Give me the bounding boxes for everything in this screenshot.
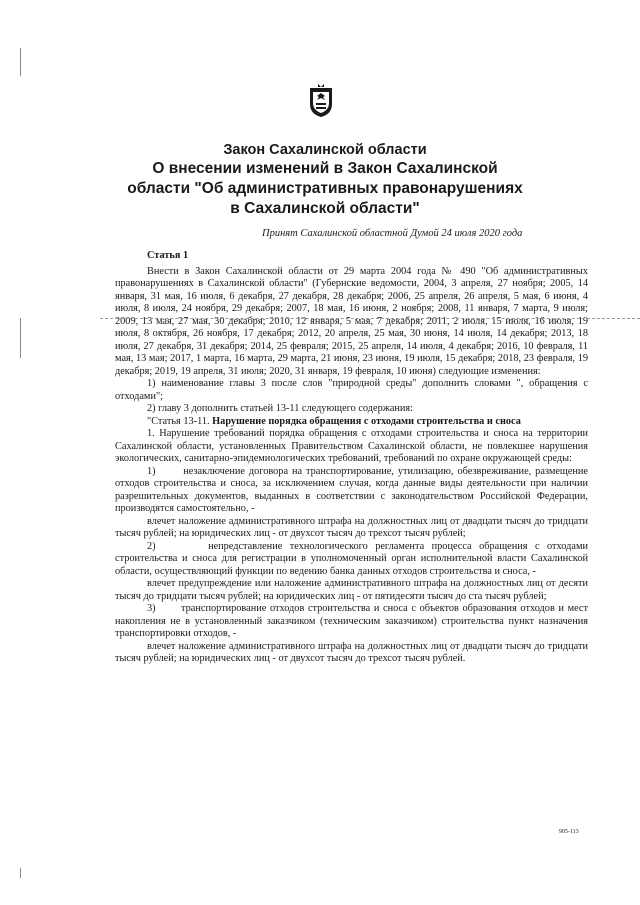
new-article-prefix: "Статья 13-11.	[147, 415, 213, 427]
scan-edge-mark	[20, 868, 21, 878]
document-body	[115, 250, 588, 666]
list-item-3: 3) транспортирование отходов строительства и сноса с объектов образования отходов и мест накопления не в установленный заказчиком (техническим заказчиком) строительства пункт назначения транспортировки отходов, -	[115, 603, 588, 639]
list-item-2: 2) непредставление технологического регламента процесса обращения с отходами строительства и сноса для регистрации в уполномоченный орган исполнительной власти Сахалинской области, осуществляющий функции по ведению банка данных отходов строительства и сноса, -	[115, 540, 588, 577]
adoption-note: Принят Сахалинской областной Думой 24 июля 2020 года	[262, 228, 523, 239]
new-article-title: Нарушение порядка обращения с отходами строительства и сноса	[212, 415, 521, 427]
list-item-1: 1) незаключение договора на транспортирование, утилизацию, обезвреживание, размещение отходов строительства и сноса, за исключением случая, когда данные виды деятельности при наличии разрешительных документов, выданных в соответствии с законодательством Российской Федерации, производятся самостоятельно, -	[115, 465, 588, 514]
scan-fold-line	[100, 318, 640, 319]
part-1-paragraph: 1. Нарушение требований порядка обращения с отходами строительства и сноса на территории Сахалинской области, установленных Правительством Сахалинской области, не повлекшее нарушения экологических, санитарно-эпидемиологических требований, требований по охране окружающей среды:	[115, 428, 588, 464]
law-subtitle	[60, 159, 590, 219]
subtitle-line: области "Об административных правонарушениях	[127, 180, 523, 197]
scan-edge-mark	[20, 48, 21, 76]
subtitle-line: О внесении изменений в Закон Сахалинской	[152, 160, 498, 177]
law-title: Закон Сахалинской области	[223, 142, 427, 158]
footer-code: 905-113	[559, 829, 579, 835]
new-article-heading	[115, 416, 588, 429]
penalty-3: влечет наложение административного штрафа на должностных лиц от двадцати тысяч до тридцати тысяч рублей; на юридических лиц - от двухсот тысяч до трехсот тысяч рублей.	[115, 640, 588, 664]
subtitle-line: в Сахалинской области"	[230, 200, 420, 217]
penalty-1: влечет наложение административного штрафа на должностных лиц от двадцати тысяч до тридцати тысяч рублей; на юридических лиц - от двухсот тысяч до трехсот тысяч рублей;	[115, 515, 588, 539]
change-item-1: 1) наименование главы 3 после слов "природной среды" дополнить словами ", обращения с отходами";	[115, 378, 588, 402]
penalty-2: влечет предупреждение или наложение административного штрафа на должностных лиц от десяти тысяч до тридцати тысяч рублей; на юридических лиц - от пятидесяти тысяч до ста тысяч рублей;	[115, 578, 588, 602]
scan-edge-mark	[20, 318, 21, 358]
intro-paragraph: Внести в Закон Сахалинской области от 29 марта 2004 года № 490 "Об административных правонарушениях в Сахалинской области" (Губернские ведомости, 2004, 3 апреля, 27 ноября; 2005, 14 января, 31 мая, 16 июля, 6 декабря, 27 декабря, 28 декабря; 2006, 25 апреля, 26 апреля, 5 мая, 6 июня, 4 июля, 8 июля, 24 ноября, 29 декабря; 2007, 18 мая, 16 июня, 2 ноября; 2008, 11 января, 7 марта, 9 июля; 2009, 13 мая, 27 мая, 30 декабря; 2010, 12 января, 5 мая, 7 декабря; 2011, 2 июля, 15 июля, 16 июля, 19 июля, 8 октября, 26 ноября, 17 декабря; 2012, 20 апреля, 25 мая, 30 июня, 14 июля, 14 декабря; 2013, 18 июля, 27 декабря, 31 декабря; 2014, 25 февраля; 2015, 25 апреля, 14 июля, 4 декабря; 2016, 10 февраля, 11 мая, 13 мая; 2017, 1 марта, 16 марта, 29 марта, 21 июня, 23 июня, 19 июля, 15 декабря; 2018, 23 февраля, 19 декабря; 2019, 19 апреля, 31 июля; 2020, 31 января, 19 февраля, 10 июня) следующие изменения:	[115, 265, 588, 377]
change-item-2: 2) главу 3 дополнить статьей 13-11 следующего содержания:	[147, 403, 414, 414]
article-heading: Статья 1	[147, 250, 189, 261]
coat-of-arms-icon	[308, 84, 334, 118]
